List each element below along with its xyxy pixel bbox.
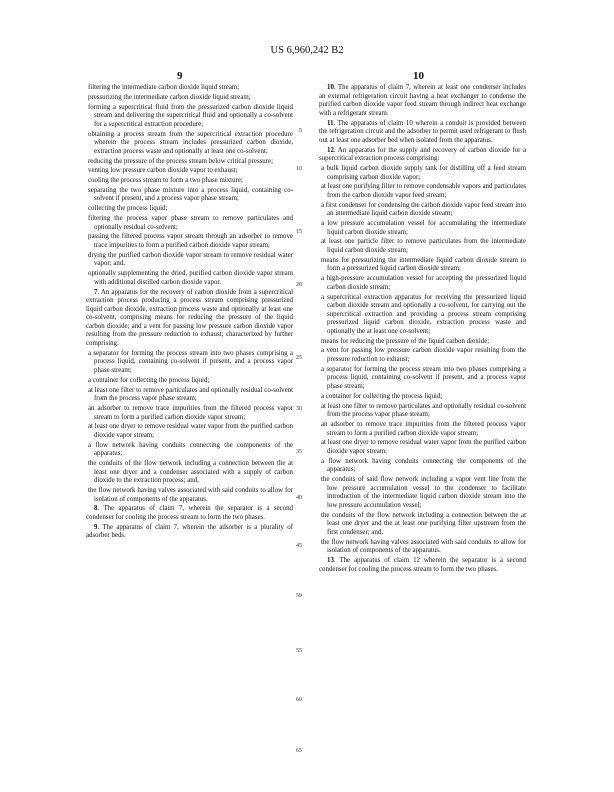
claim-element: obtaining a process stream from the supercritical extraction procedure wherein the process stream includes pressurized carbon dioxide, extraction process waste and optionally at least one co-solvent; — [88, 130, 293, 155]
right-column — [319, 84, 526, 575]
claim-element: a vent for passing low pressure carbon dioxide vapor resulting from the pressure reduction to exhaust; — [321, 347, 526, 364]
claim-element: at least one filter to remove particulates and optionally residual co-solvent from the process vapor phase stream; — [88, 386, 293, 403]
claim-paragraph — [319, 84, 526, 118]
claim-element: a low pressure accumulation vessel for accumulating the intermediate liquid carbon dioxide stream; — [321, 220, 526, 236]
claim-element: pressurizing the intermediate carbon dioxide liquid stream; — [88, 93, 251, 101]
line-number: 65 — [296, 748, 302, 754]
claim-paragraph — [86, 289, 293, 349]
claim-text: . The apparatus of claim 7, wherein the separator is a second condenser for cooling the process stream to form the two phases. — [86, 505, 293, 522]
claim-element: the flow network having valves associated with said conduits to allow for isolation of components of the apparatus. — [321, 538, 526, 555]
page-number-left: 9 — [177, 70, 183, 82]
claim-element: optionally supplementing the dried, purified carbon dioxide vapor stream with additional distilled carbon dioxide vapor. — [88, 270, 293, 286]
line-number: 25 — [296, 355, 302, 361]
claim-element: at least one filter to remove particulates and optionally residual co-solvent from the process vapor phase stream; — [321, 402, 526, 419]
claim-text: . The apparatus of claim 7, wherein the adsorber is a plurality of adsorber beds. — [86, 523, 293, 540]
line-number: 20 — [296, 282, 302, 288]
claim-element: passing the filtered process vapor stream through an adsorber to remove trace impurities to form a purified carbon dioxide vapor stream; — [88, 233, 293, 249]
claim-paragraph — [86, 505, 293, 522]
claim-element: at least one dryer to remove residual water vapor from the purified carbon dioxide vapor stream; — [321, 439, 526, 455]
claim-element: filtering the intermediate carbon dioxide liquid stream; — [88, 84, 240, 91]
line-number: 40 — [296, 495, 302, 501]
claim-number: 9 — [94, 523, 98, 531]
claim-element: at least one purifying filter to remove condensable vapors and particulates from the carbon dioxide vapor feed stream; — [321, 183, 526, 199]
claim-text: . An apparatus for the recovery of carbon dioxide from a supercritical extraction process producing a process stream comprising pressurized liquid carbon dioxide, extraction process waste and optionally at least one co-solvent, comprising means for reducing the pressure of the liquid carbon dioxide; and a vent for passing low pressure carbon dioxide vapor resulting from the pressure reduction to exhaust; characterized by further comprising: — [86, 288, 293, 348]
patent-number: US 6,960,242 B2 — [270, 45, 344, 56]
claim-element: at least one dryer to remove residual water vapor from the purified carbon dioxide vapor stream; — [88, 423, 293, 439]
claim-element: the conduits of said flow network including a vapor vent line from the low pressure accumulation vessel to the condenser to facilitate introduction of the intermediate liquid carbon dioxide stream into the low pressure accumulation vessel; — [321, 476, 526, 509]
claim-number: 8 — [94, 505, 98, 513]
claim-element: reducing the pressure of the process stream below critical pressure; — [88, 157, 274, 165]
line-number: 45 — [296, 543, 302, 549]
claim-element: a container for collecting the process liquid; — [88, 376, 210, 384]
left-column — [86, 84, 293, 542]
claim-number: 10 — [327, 84, 334, 91]
claim-element: an adsorber to remove trace impurities from the filtered process vapor stream to form a purified carbon dioxide vapor stream; — [321, 420, 526, 437]
claim-element: a supercritical extraction apparatus for receiving the pressurized liquid carbon dioxide stream and optionally a co-solvent, for carrying out the supercritical extraction and providing a process stream comprising pressurized liquid carbon dioxide, extraction process waste and optionally the at least one co-solvent; — [321, 293, 526, 335]
line-number: 10 — [296, 166, 302, 172]
claim-number: 12 — [327, 146, 334, 154]
claim-element: means for reducing the pressure of the liquid carbon dioxide; — [321, 337, 490, 345]
claim-paragraph — [86, 524, 293, 541]
claim-element: a separator for forming the process stream into two phases comprising a process liquid, containing co-solvent if present, and a process vapor phase stream; — [321, 365, 526, 391]
claim-element: a bulk liquid carbon dioxide supply tank for distilling off a feed stream comprising carbon dioxide vapor; — [321, 164, 526, 181]
claim-element: means for pressurizing the intermediate liquid carbon dioxide stream to form a pressurized liquid carbon dioxide stream; — [321, 256, 526, 273]
claim-element: the flow network having valves associated with said conduits to allow for isolation of components of the apparatus. — [88, 487, 293, 503]
line-number: 5 — [299, 128, 302, 134]
claim-text: . The apparatus of claim 12 wherein the separator is a second condenser for cooling the process stream to form the two phases. — [319, 557, 526, 573]
line-number: 60 — [296, 697, 302, 703]
claim-text: . An apparatus for the supply and recovery of carbon dioxide for a supercritical extraction process comprising: — [319, 146, 526, 163]
claim-element: forming a supercritical fluid from the pressurized carbon dioxide liquid stream and delivering the supercritical fluid and optionally a co-solvent for a supercritical extraction procedure; — [88, 103, 293, 128]
claim-element: the conduits of the flow network including a connection between the at least one dryer and the at least one purifying filter upstream from the first condenser; and, — [321, 511, 526, 536]
claim-element: collecting the process liquid; — [88, 205, 168, 213]
line-number: 50 — [296, 593, 302, 599]
claim-element: an adsorber to remove trace impurities from the filtered process vapor stream to form a purified carbon dioxide vapor stream; — [88, 404, 293, 421]
claim-element: a high-pressure accumulation vessel for accepting the pressurized liquid carbon dioxide stream; — [321, 275, 526, 291]
line-number: 15 — [296, 229, 302, 235]
line-number: 55 — [296, 648, 302, 654]
claim-element: a first condenser for condensing the carbon dioxide vapor feed stream into an intermediate liquid carbon dioxide stream; — [321, 201, 526, 218]
claim-number: 13 — [327, 557, 334, 564]
claim-number: 11 — [327, 119, 334, 127]
claim-element: cooling the process stream to form a two phase mixture; — [88, 177, 243, 185]
claim-paragraph — [319, 147, 526, 164]
claim-element: a flow network having conduits connecting the components of the apparatus; — [88, 441, 293, 458]
claim-element: at least one particle filter to remove particulates from the intermediate liquid carbon dioxide stream; — [321, 238, 526, 254]
claim-text: . The apparatus of claim 7, wherein at least one condenser includes an external refrigeration circuit having a heat exchanger to condense the purified carbon dioxide vapor feed stream through indirect heat exchange with a refrigerant stream. — [319, 84, 526, 117]
claim-element: venting low pressure carbon dioxide vapor to exhaust; — [88, 167, 238, 175]
claim-paragraph — [319, 557, 526, 574]
claim-element: separating the two phase mixture into a process liquid, containing co-solvent if present, and a process vapor phase stream; — [88, 186, 293, 203]
claim-paragraph — [319, 120, 526, 146]
claim-number: 7 — [94, 288, 98, 296]
claim-element: a container for collecting the process liquid; — [321, 392, 443, 400]
claim-text: . The apparatus of claim 10 wherein a conduit is provided between the refrigeration circuit and the adsorber to permit used refrigerant to flush out at least one adsorber bed when isolated from the apparatus. — [319, 119, 526, 144]
line-number: 30 — [296, 406, 302, 412]
line-number: 35 — [296, 449, 302, 455]
claim-element: a separator for forming the process stream into two phases comprising a process liquid, containing co-solvent if present, and a process vapor phase stream; — [88, 349, 293, 375]
claim-element: a flow network having conduits connecting the components of the apparatus; — [321, 457, 526, 474]
claim-element: drying the purified carbon dioxide vapor stream to remove residual water vapor; and, — [88, 251, 293, 268]
page-number-right: 10 — [413, 70, 424, 82]
claim-element: filtering the process vapor phase stream to remove particulates and optionally residual co-solvent; — [88, 215, 293, 231]
claim-element: the conduits of the flow network including a connection between the at least one dryer and a condenser associated with a supply of carbon dioxide to the extraction process; and, — [88, 460, 293, 485]
